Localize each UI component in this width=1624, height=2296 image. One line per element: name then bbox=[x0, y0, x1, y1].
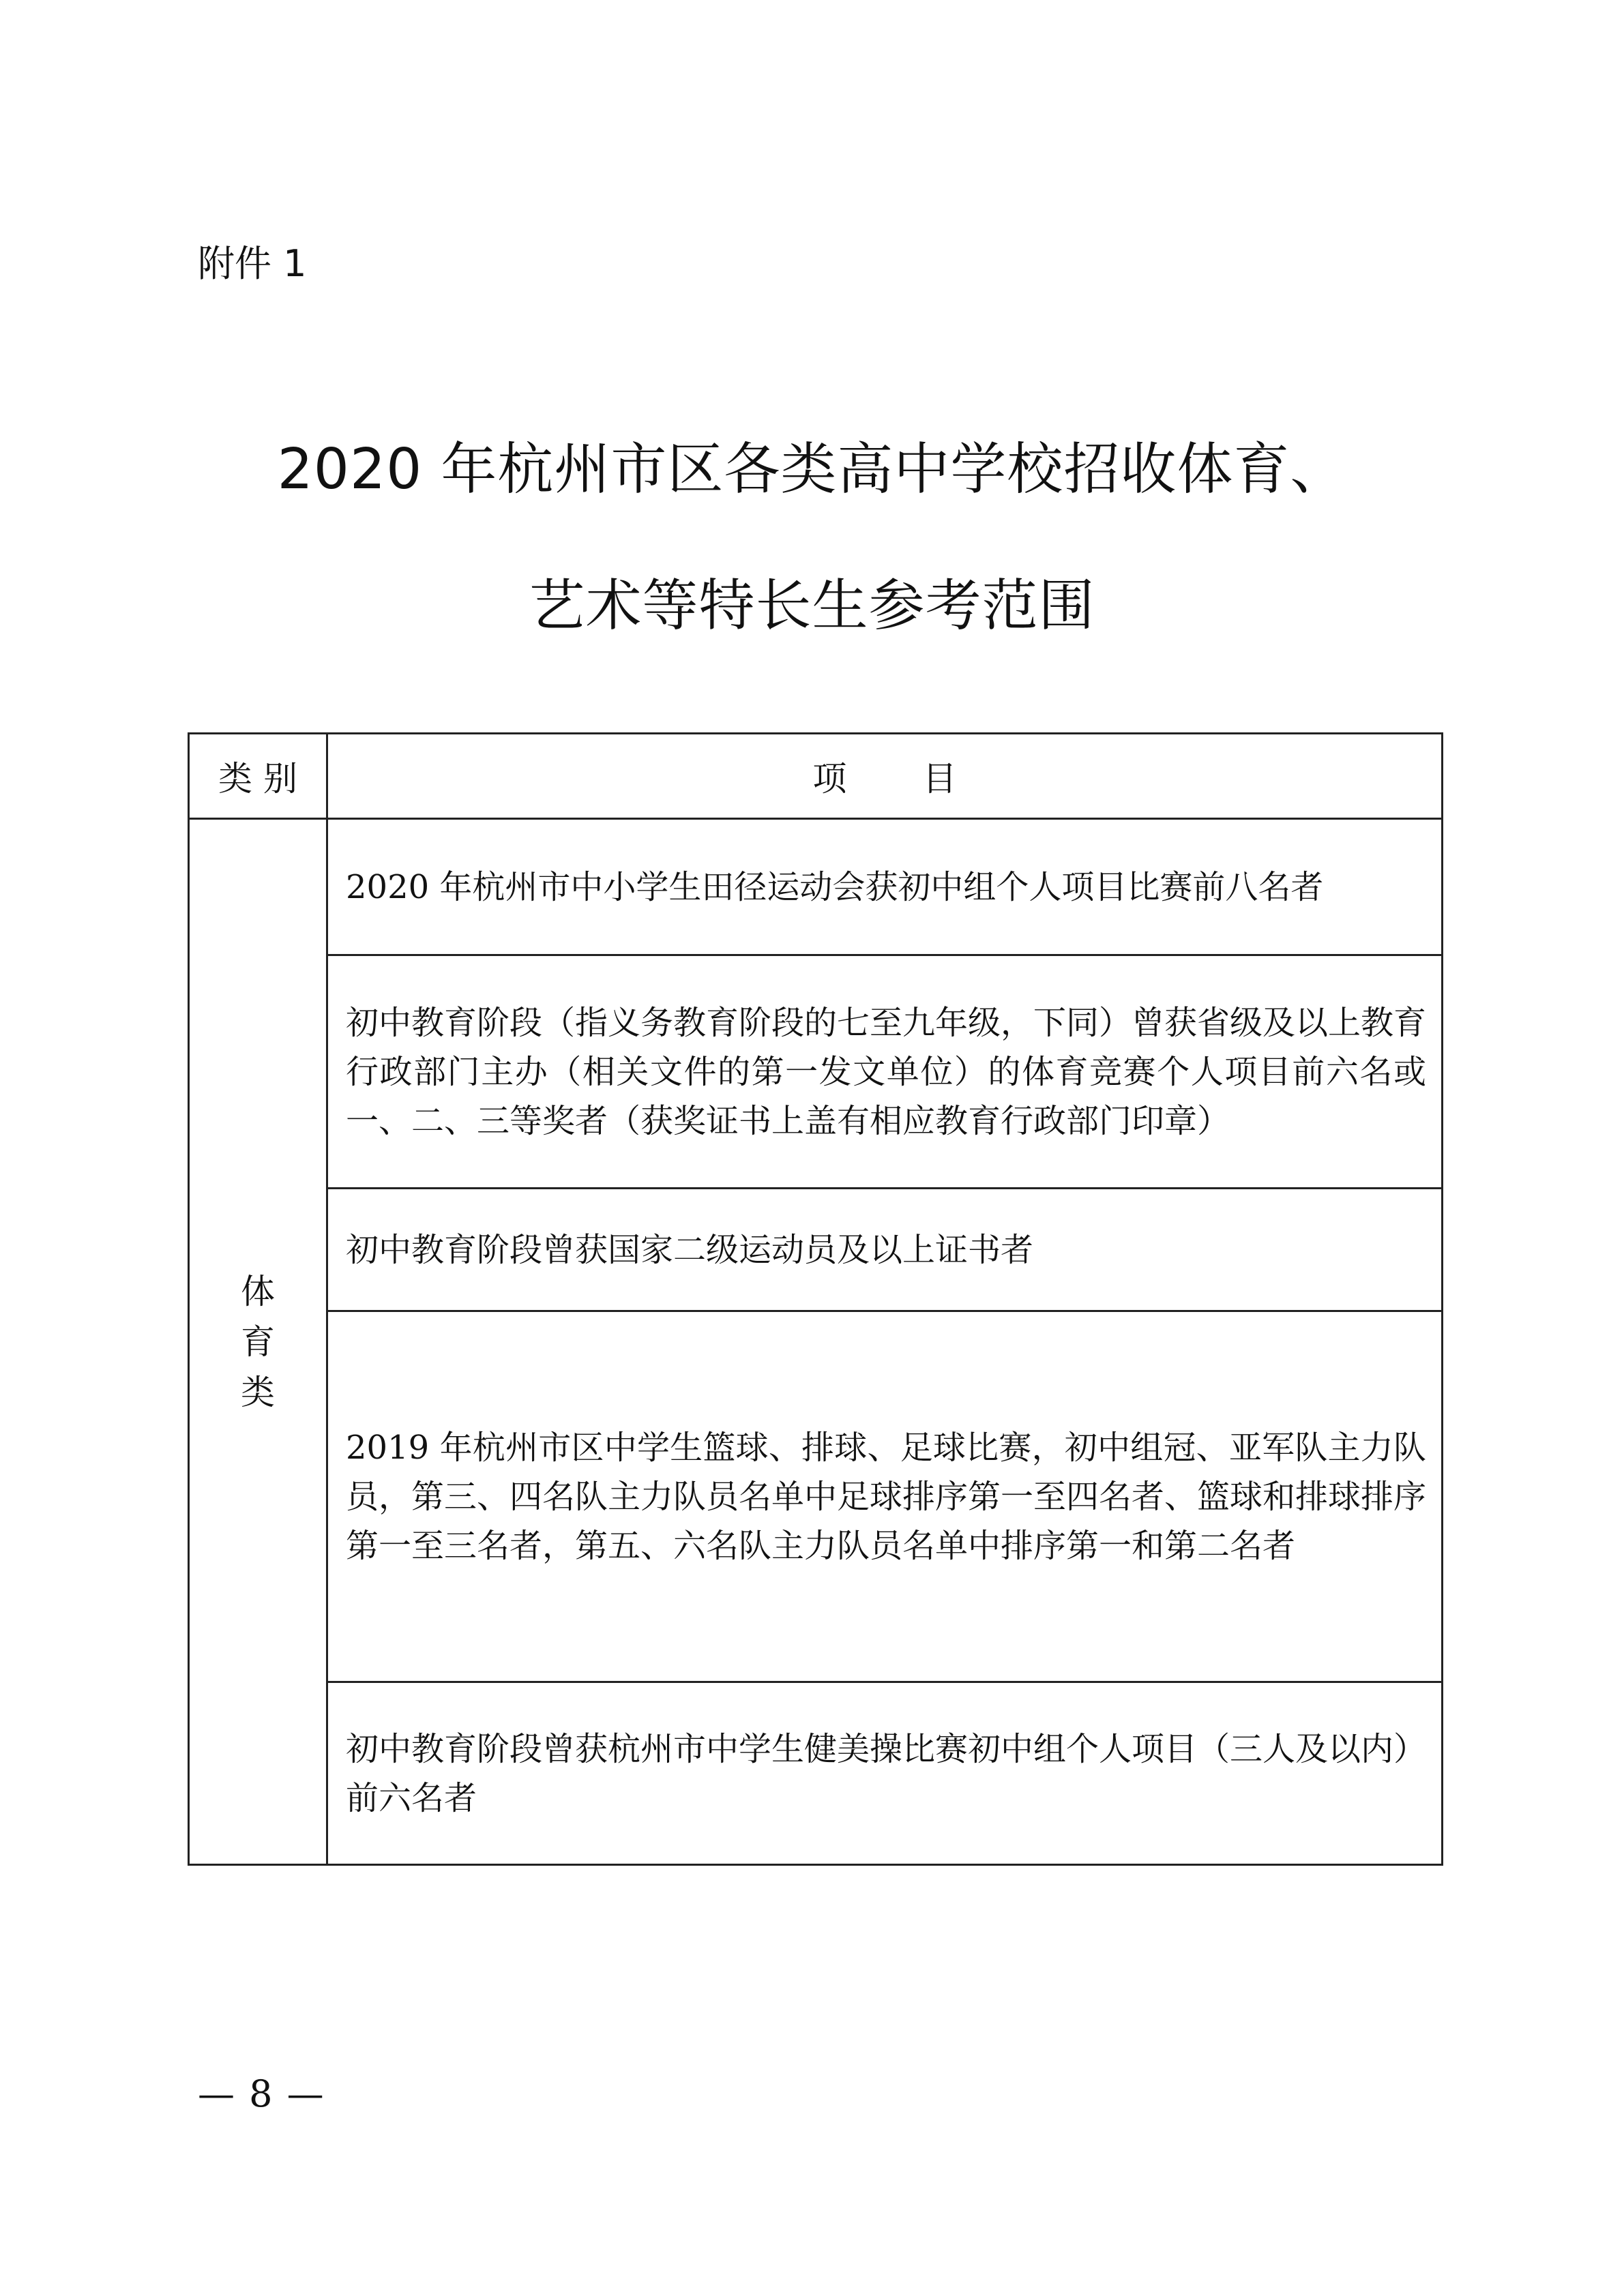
table-row bbox=[189, 1189, 1443, 1311]
category-char: 育 bbox=[241, 1322, 275, 1362]
item-cell: 2019 年杭州市区中学生篮球、排球、足球比赛，初中组冠、亚军队主力队员，第三、四名队主力队员名单中足球排序第一至四名者、篮球和排球排序第一至三名者，第五、六名队主力队员名单中排序第一和第二名者 bbox=[327, 1311, 1443, 1682]
header-item bbox=[327, 734, 1443, 819]
table-row bbox=[189, 1682, 1443, 1865]
category-char: 类 bbox=[241, 1372, 275, 1412]
category-char: 体 bbox=[241, 1271, 275, 1311]
header-category bbox=[189, 734, 327, 819]
table-row bbox=[189, 955, 1443, 1189]
header-category-label: 类 别 bbox=[218, 759, 297, 799]
item-cell: 2020 年杭州市中小学生田径运动会获初中组个人项目比赛前八名者 bbox=[327, 819, 1443, 955]
table-header-row bbox=[189, 734, 1443, 819]
document-title-line-1: 2020 年杭州市区各类高中学校招收体育、 bbox=[277, 437, 1347, 502]
document-title-line-2: 艺术等特长生参考范围 bbox=[529, 573, 1095, 638]
item-cell: 初中教育阶段曾获杭州市中学生健美操比赛初中组个人项目（三人及以内）前六名者 bbox=[327, 1682, 1443, 1865]
item-cell: 初中教育阶段（指义务教育阶段的七至九年级，下同）曾获省级及以上教育行政部门主办（相关文件的第一发文单位）的体育竞赛个人项目前六名或一、二、三等奖者（获奖证书上盖有相应教育行政部门印章） bbox=[327, 955, 1443, 1189]
header-item-label: 项 目 bbox=[812, 759, 957, 799]
page-number: — 8 — bbox=[198, 2072, 325, 2115]
category-cell bbox=[189, 819, 327, 1865]
item-cell: 初中教育阶段曾获国家二级运动员及以上证书者 bbox=[327, 1189, 1443, 1311]
attachment-label: 附件 1 bbox=[198, 242, 307, 285]
specialty-scope-table bbox=[188, 732, 1443, 1866]
table-row bbox=[189, 819, 1443, 955]
table-row bbox=[189, 1311, 1443, 1682]
